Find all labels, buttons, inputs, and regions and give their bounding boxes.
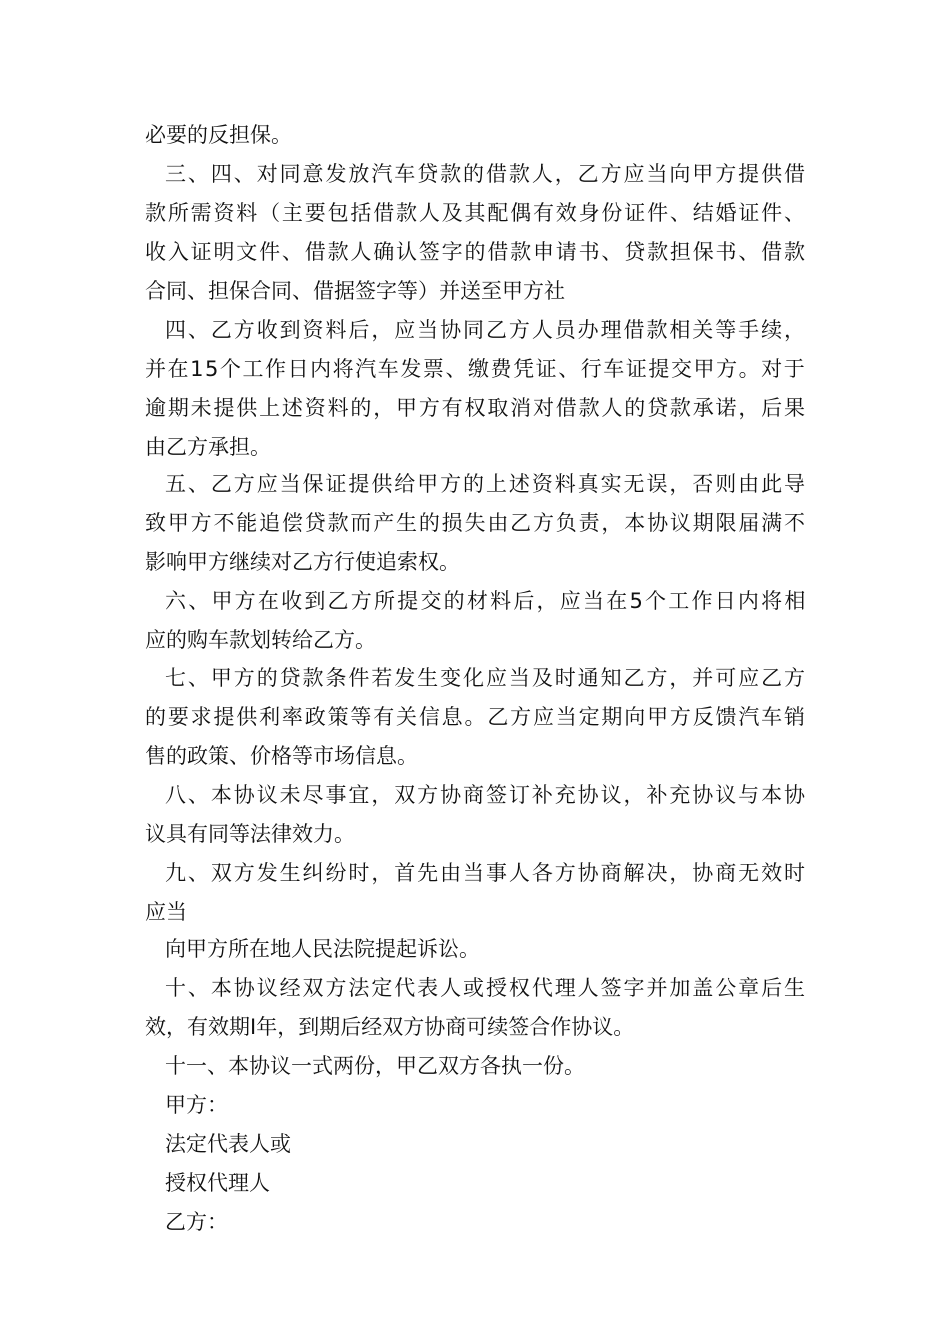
text-line: 收入证明文件、借款人确认签字的借款申请书、贷款担保书、借款 [145, 240, 807, 264]
text-line: 合同、担保合同、借据签字等）并送至甲方社 [145, 279, 565, 303]
text-line: 八、本协议未尽事宜，双方协商签订补充协议，补充协议与本协 [165, 783, 807, 807]
text-line: 款所需资料（主要包括借款人及其配偶有效身份证件、结婚证件、 [145, 201, 807, 225]
text-line: 应当 [145, 900, 187, 924]
text-line: 十、本协议经双方法定代表人或授权代理人签字并加盖公章后生 [165, 976, 807, 1000]
text-line: 向甲方所在地人民法院提起诉讼。 [165, 937, 480, 961]
text-line: 并在15个工作日内将汽车发票、缴费凭证、行车证提交甲方。对于 [145, 357, 807, 381]
text-line: 三、四、对同意发放汽车贷款的借款人，乙方应当向甲方提供借 [165, 162, 807, 186]
text-line: 必要的反担保。 [145, 123, 292, 147]
signature-label: 甲方： [165, 1093, 228, 1117]
text-line: 六、甲方在收到乙方所提交的材料后，应当在5个工作日内将相 [165, 589, 808, 613]
text-line: 由乙方承担。 [145, 435, 271, 459]
text-line: 议具有同等法律效力。 [145, 822, 355, 846]
text-line: 应的购车款划转给乙方。 [145, 628, 376, 652]
text-line: 七、甲方的贷款条件若发生变化应当及时通知乙方，并可应乙方 [165, 666, 807, 690]
text-line: 九、双方发生纠纷时，首先由当事人各方协商解决，协商无效时 [165, 861, 807, 885]
text-line: 逾期未提供上述资料的，甲方有权取消对借款人的贷款承诺，后果 [145, 396, 807, 420]
signature-label: 法定代表人或 [165, 1132, 291, 1156]
text-line: 影响甲方继续对乙方行使追索权。 [145, 550, 460, 574]
text-line: 五、乙方应当保证提供给甲方的上述资料真实无误，否则由此导 [165, 472, 807, 496]
text-line: 效，有效期I年，到期后经双方协商可续签合作协议。 [145, 1015, 635, 1039]
signature-label: 授权代理人 [165, 1171, 270, 1195]
text-line: 十一、本协议一式两份，甲乙双方各执一份。 [165, 1054, 585, 1078]
text-line: 四、乙方收到资料后，应当协同乙方人员办理借款相关等手续， [165, 318, 807, 342]
signature-label: 乙方： [165, 1210, 228, 1234]
text-line: 的要求提供利率政策等有关信息。乙方应当定期向甲方反馈汽车销 [145, 705, 807, 729]
text-line: 售的政策、价格等市场信息。 [145, 744, 418, 768]
text-line: 致甲方不能追偿贷款而产生的损失由乙方负责，本协议期限届满不 [145, 511, 807, 535]
